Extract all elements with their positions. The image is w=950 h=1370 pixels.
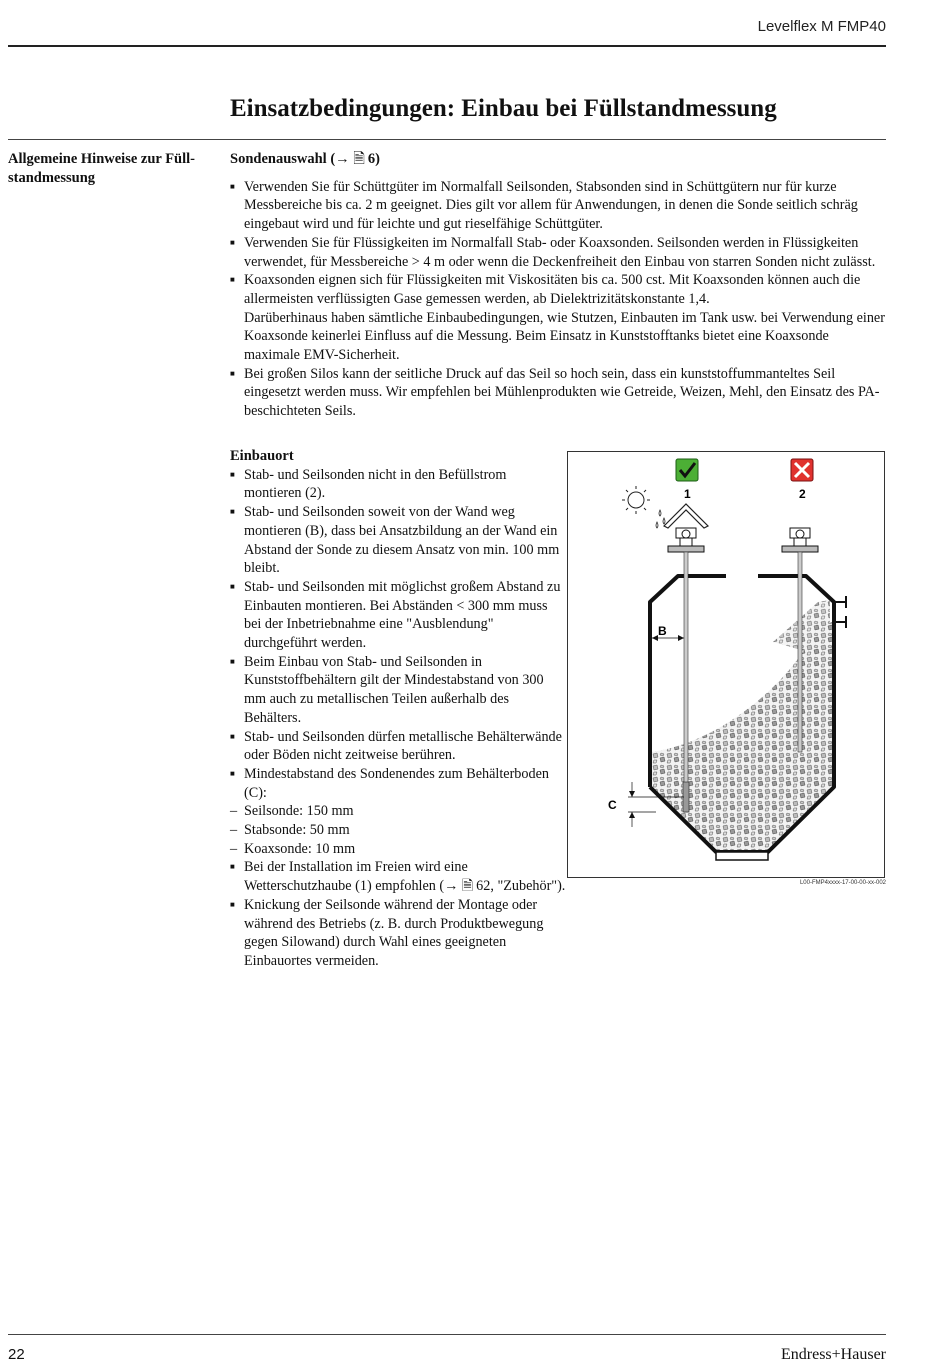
company-name: Endress+Hauser — [781, 1346, 886, 1363]
sondenauswahl-heading-page: 6) — [367, 151, 380, 167]
min-distance-intro: Mindestabstand des Sondenendes zum Behälterboden (C): — [244, 765, 549, 801]
sondenauswahl-heading — [230, 150, 886, 169]
list-item: – Stabsonde: 50 mm — [230, 821, 566, 840]
list-item: – Seilsonde: 150 mm — [230, 802, 566, 821]
title-rule — [8, 139, 886, 140]
list-item — [230, 858, 566, 895]
list-item: ■ Bei großen Silos kann der seitliche Druck auf das Seil so hoch sein, dass ein kunststoffummanteltes Seil eingesetzt werden muss. Wir empfehlen bei Mühlenprodukten wie Getreide, Weizen, Mehl, den Einsatz des PA-beschichteten Seils. — [230, 365, 886, 421]
list-item: ■ Stab- und Seilsonden soweit von der Wand weg montieren (B), dass bei Ansatzbildung an der Wand ein Abstand der Sonde zu diesem Ansatz von min. 100 mm bleibt. — [230, 503, 566, 578]
einbauort-heading: Einbauort — [230, 448, 294, 464]
einbauort-list-2 — [230, 858, 566, 970]
page-ref-icon: 🗎 — [461, 878, 474, 895]
page-number: 22 — [8, 1346, 25, 1363]
sondenauswahl-list — [230, 178, 886, 421]
page-title: Einsatzbedingungen: Einbau bei Füllstandmessung — [230, 95, 777, 122]
figure-caption: L00-FMP4xxxx-17-00-00-xx-002 — [799, 880, 886, 886]
figure-label-2: 2 — [799, 487, 806, 501]
einbauort-section — [230, 447, 566, 971]
list-item: ■ Verwenden Sie für Flüssigkeiten im Normalfall Stab- oder Koaxsonden. Seilsonden werden in Flüssigkeiten verwendet, für Messbereiche > 4 m oder wenn die Deckenfreiheit den Einbau von starren Sonden nicht zulässt. — [230, 234, 886, 271]
rain-icon — [656, 510, 665, 528]
header-rule — [8, 45, 886, 47]
sondenauswahl-section — [230, 150, 886, 421]
page-ref-icon: 🗎 — [353, 151, 365, 167]
list-item: ■ Stab- und Seilsonden dürfen metallische Behälterwände oder Böden nicht zeitweise berühren. — [230, 728, 566, 765]
silo-diagram — [568, 452, 884, 877]
figure-label-C: C — [608, 798, 617, 812]
side-heading — [8, 150, 218, 188]
einbauort-list — [230, 466, 566, 803]
footer-rule — [8, 1334, 886, 1335]
weather-hood — [664, 504, 708, 528]
check-icon — [676, 459, 698, 481]
figure-label-1: 1 — [684, 487, 691, 501]
sun-icon — [622, 486, 650, 514]
header-title: Levelflex M FMP40 — [757, 18, 886, 35]
sondenauswahl-heading-text: Sondenauswahl (→ — [230, 151, 354, 167]
figure-label-B: B — [658, 624, 667, 638]
list-item: – Koaxsonde: 10 mm — [230, 840, 566, 859]
list-item — [230, 765, 566, 802]
list-item: ■ Beim Einbau von Stab- und Seilsonden in Kunststoffbehältern gilt der Mindestabstand von 300 mm auch zu metallischen Teilen außerhalb des Behälters. — [230, 653, 566, 728]
weather-text: Bei der Installation im Freien wird eine Wetterschutzhaube (1) empfohlen (→ — [244, 859, 468, 895]
side-heading-text: Allgemeine Hinweise zur Füll- standmessung — [8, 151, 195, 186]
list-item: ■ Stab- und Seilsonden nicht in den Befüllstrom montieren (2). — [230, 466, 566, 503]
min-distance-list — [230, 802, 566, 858]
list-item: ■ Verwenden Sie für Schüttgüter im Normalfall Seilsonden, Stabsonden sind in Schüttgütern nur für kurze Messbereiche bis ca. 2 m geeignet. Dies gilt vor allem für Anwendungen, in denen die Sonde seitlich schräg eingebaut wird und für leichte und gut rieselfähige Schüttgüter. — [230, 178, 886, 234]
weather-ref: 62, "Zubehör"). — [476, 878, 566, 895]
list-item: ■ Koaxsonden eignen sich für Flüssigkeiten mit Viskositäten bis ca. 500 cst. Mit Koaxsonden können auch die allermeisten verflüssigten Gase gemessen werden, ab Dielektrizitätskonstante 1,4. Darüberhinaus haben sämtliche Einbaubedingungen, wie Stutzen, Einbauten im Tank usw. bei Verwendung einer Koaxsonde keinerlei Einfluss auf die Messung. Beim Einsatz in Kunststofftanks bietet eine Koaxsonde maximale EMV-Sicherheit. — [230, 271, 886, 365]
list-item: ■ Knickung der Seilsonde während der Montage oder während des Betriebs (z. B. durch Produktbewegung gegen Silowand) durch Wahl eines geeigneten Einbauortes vermeiden. — [230, 896, 566, 971]
silo-figure — [567, 451, 885, 878]
list-item: ■ Stab- und Seilsonden mit möglichst großem Abstand zu Einbauten montieren. Bei Abständen < 300 mm muss bei der Inbetriebnahme eine "Ausblendung" durchgeführt werden. — [230, 578, 566, 653]
